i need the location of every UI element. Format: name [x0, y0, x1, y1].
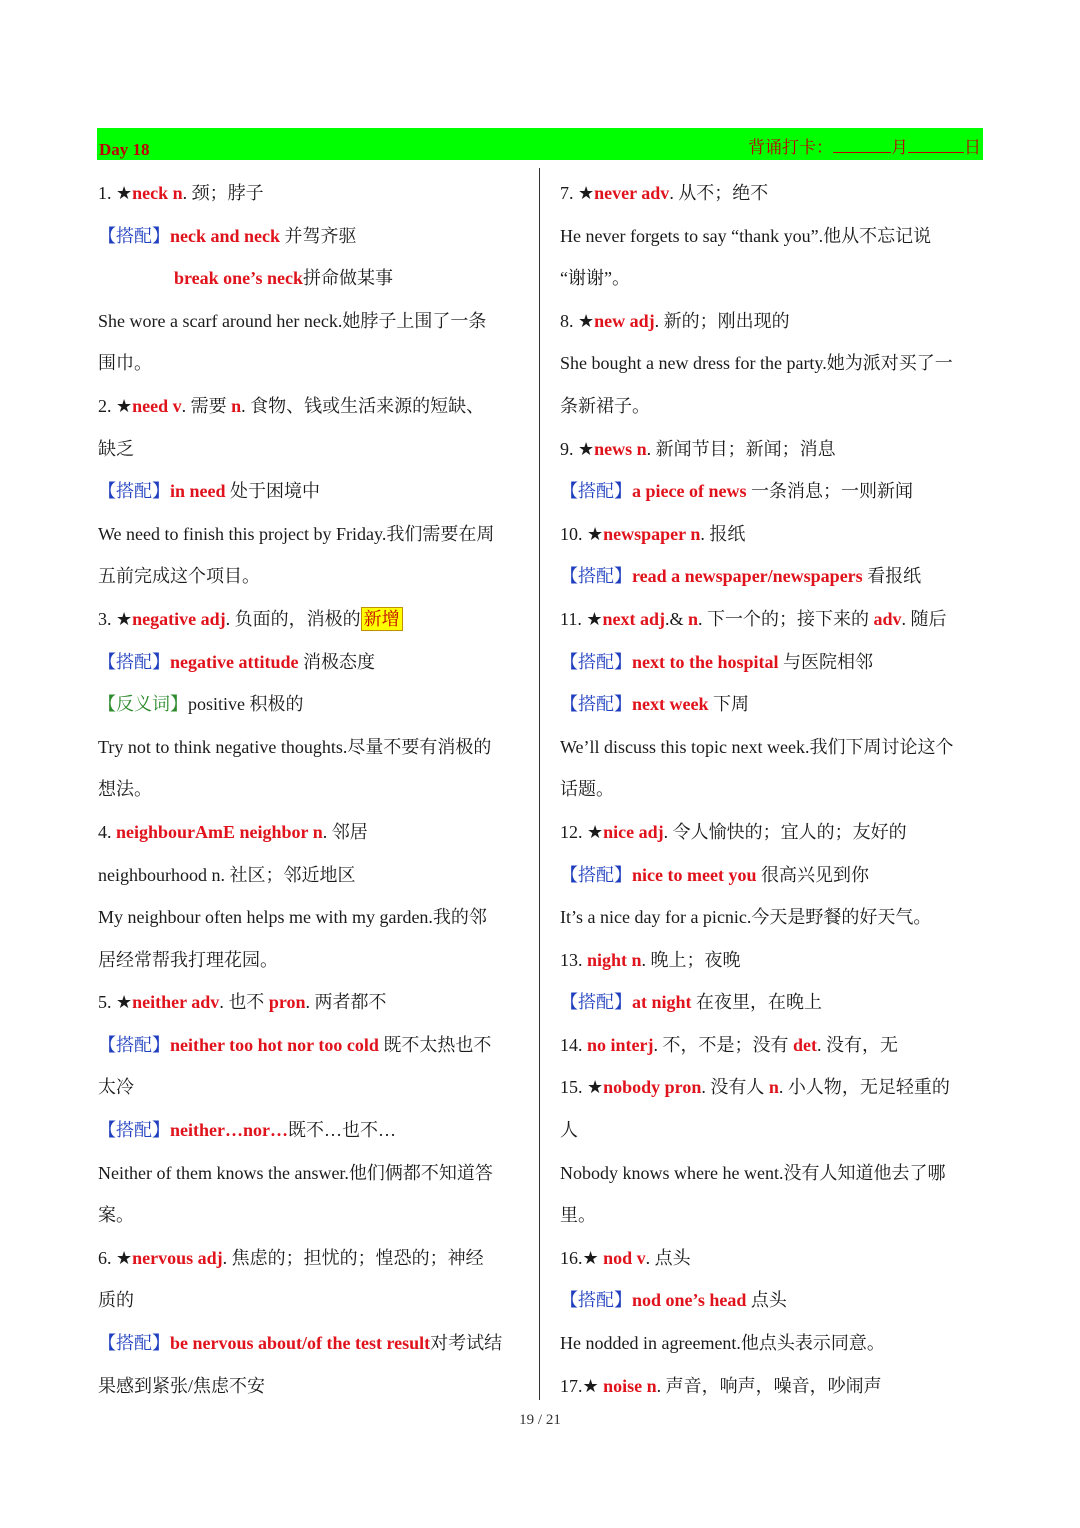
entry-nice: 12. ★nice adj. 令人愉快的；宜人的；友好的 — [560, 821, 907, 842]
checkin-field — [748, 138, 981, 158]
collocation-line: 【搭配】neither…nor…既不…也不… — [98, 1120, 396, 1141]
collocation-line: break one’s neck拼命做某事 — [174, 268, 394, 289]
example-sentence: 话题。 — [560, 779, 614, 800]
entry-next: 11. ★next adj.& n. 下一个的；接下来的 adv. 随后 — [560, 608, 947, 629]
checkin-label: 背诵打卡： — [748, 138, 833, 157]
entry-newspaper: 10. ★newspaper n. 报纸 — [560, 523, 746, 544]
entry-new: 8. ★new adj. 新的；刚出现的 — [560, 310, 790, 331]
example-sentence: She wore a scarf around her neck.她脖子上围了一条 — [98, 310, 487, 331]
collocation-line: 【搭配】at night 在夜里，在晚上 — [560, 992, 823, 1013]
collocation-line: 【搭配】read a newspaper/newspapers 看报纸 — [560, 566, 922, 587]
example-sentence: It’s a nice day for a picnic.今天是野餐的好天气。 — [560, 907, 932, 928]
collocation-line: 【搭配】negative attitude 消极态度 — [98, 651, 375, 672]
entry-need: 2. ★need v. 需要 n. 食物、钱或生活来源的短缺、 — [98, 395, 485, 416]
entry-nod: 16.★ nod v. 点头 — [560, 1247, 691, 1268]
definition-line: 果感到紧张/焦虑不安 — [98, 1375, 266, 1396]
entry-news: 9. ★news n. 新闻节目；新闻；消息 — [560, 438, 836, 459]
example-sentence: We’ll discuss this topic next week.我们下周讨论这个 — [560, 736, 954, 757]
entry-nobody: 15. ★nobody pron. 没有人 n. 小人物，无足轻重的 — [560, 1077, 950, 1098]
definition-line: 人 — [560, 1120, 578, 1141]
collocation-line: 【搭配】neither too hot nor too cold 既不太热也不 — [98, 1034, 492, 1055]
day-header-bar — [97, 128, 983, 160]
month-label: 月 — [891, 138, 908, 157]
entry-negative: 3. ★negative adj. 负面的，消极的 新增 — [98, 598, 526, 641]
example-sentence: Neither of them knows the answer.他们俩都不知道答 — [98, 1162, 493, 1183]
example-sentence: We need to finish this project by Friday.我们需要在周 — [98, 523, 495, 544]
example-sentence: 围巾。 — [98, 353, 152, 374]
entry-noise: 17.★ noise n. 声音，响声，噪音，吵闹声 — [560, 1375, 882, 1396]
collocation-line: 【搭配】a piece of news 一条消息；一则新闻 — [560, 481, 913, 502]
entry-nervous: 6. ★nervous adj. 焦虑的；担忧的；惶恐的；神经 — [98, 1247, 484, 1268]
new-badge: 新增 — [361, 607, 403, 631]
antonym-line: 【反义词】positive 积极的 — [98, 694, 304, 715]
collocation-line: 【搭配】next week 下周 — [560, 694, 749, 715]
day-title: Day 18 — [99, 140, 150, 159]
month-blank — [833, 138, 891, 153]
entry-night: 13. night n. 晚上；夜晚 — [560, 949, 741, 970]
example-sentence: 五前完成这个项目。 — [98, 566, 260, 587]
collocation-line: 【搭配】next to the hospital 与医院相邻 — [560, 651, 874, 672]
entry-no: 14. no interj. 不，不是；没有 det. 没有，无 — [560, 1034, 898, 1055]
entry-neck: 1. ★neck n. 颈；脖子 — [98, 183, 264, 203]
collocation-line: 【搭配】nice to meet you 很高兴见到你 — [560, 864, 869, 885]
example-sentence: 想法。 — [98, 779, 152, 800]
definition-line: 缺乏 — [98, 438, 134, 459]
entry-never: 7. ★never adv. 从不；绝不 — [560, 183, 769, 203]
example-sentence: 条新裙子。 — [560, 395, 650, 416]
example-sentence: He never forgets to say “thank you”.他从不忘记说 — [560, 225, 932, 246]
example-sentence: Try not to think negative thoughts.尽量不要有消极的 — [98, 736, 492, 757]
day-blank — [908, 138, 964, 153]
definition-line: neighbourhood n. 社区；邻近地区 — [98, 864, 356, 885]
example-sentence: She bought a new dress for the party.她为派对买了一 — [560, 353, 953, 374]
example-sentence: “谢谢”。 — [560, 268, 630, 289]
definition-line: 太冷 — [98, 1077, 134, 1098]
entry-neighbour: 4. neighbourAmE neighbor n. 邻居 — [98, 821, 368, 842]
collocation-line: 【搭配】in need 处于困境中 — [98, 481, 321, 502]
example-sentence: 里。 — [560, 1205, 596, 1226]
right-column — [560, 172, 988, 1407]
collocation-line: 【搭配】be nervous about/of the test result对考试结 — [98, 1333, 503, 1354]
collocation-line: 【搭配】neck and neck 并驾齐驱 — [98, 225, 357, 246]
day-label: 日 — [964, 138, 981, 157]
definition-line: 质的 — [98, 1290, 134, 1311]
example-sentence: My neighbour often helps me with my garden.我的邻 — [98, 907, 487, 928]
example-sentence: He nodded in agreement.他点头表示同意。 — [560, 1333, 885, 1354]
example-sentence: 案。 — [98, 1205, 134, 1226]
example-sentence: Nobody knows where he went.没有人知道他去了哪 — [560, 1162, 946, 1183]
entry-neither: 5. ★neither adv. 也不 pron. 两者都不 — [98, 992, 387, 1013]
page-number: 19 / 21 — [519, 1412, 561, 1428]
example-sentence: 居经常帮我打理花园。 — [98, 949, 278, 970]
collocation-line: 【搭配】nod one’s head 点头 — [560, 1290, 787, 1311]
left-column — [98, 172, 526, 1407]
column-divider — [539, 168, 540, 1400]
